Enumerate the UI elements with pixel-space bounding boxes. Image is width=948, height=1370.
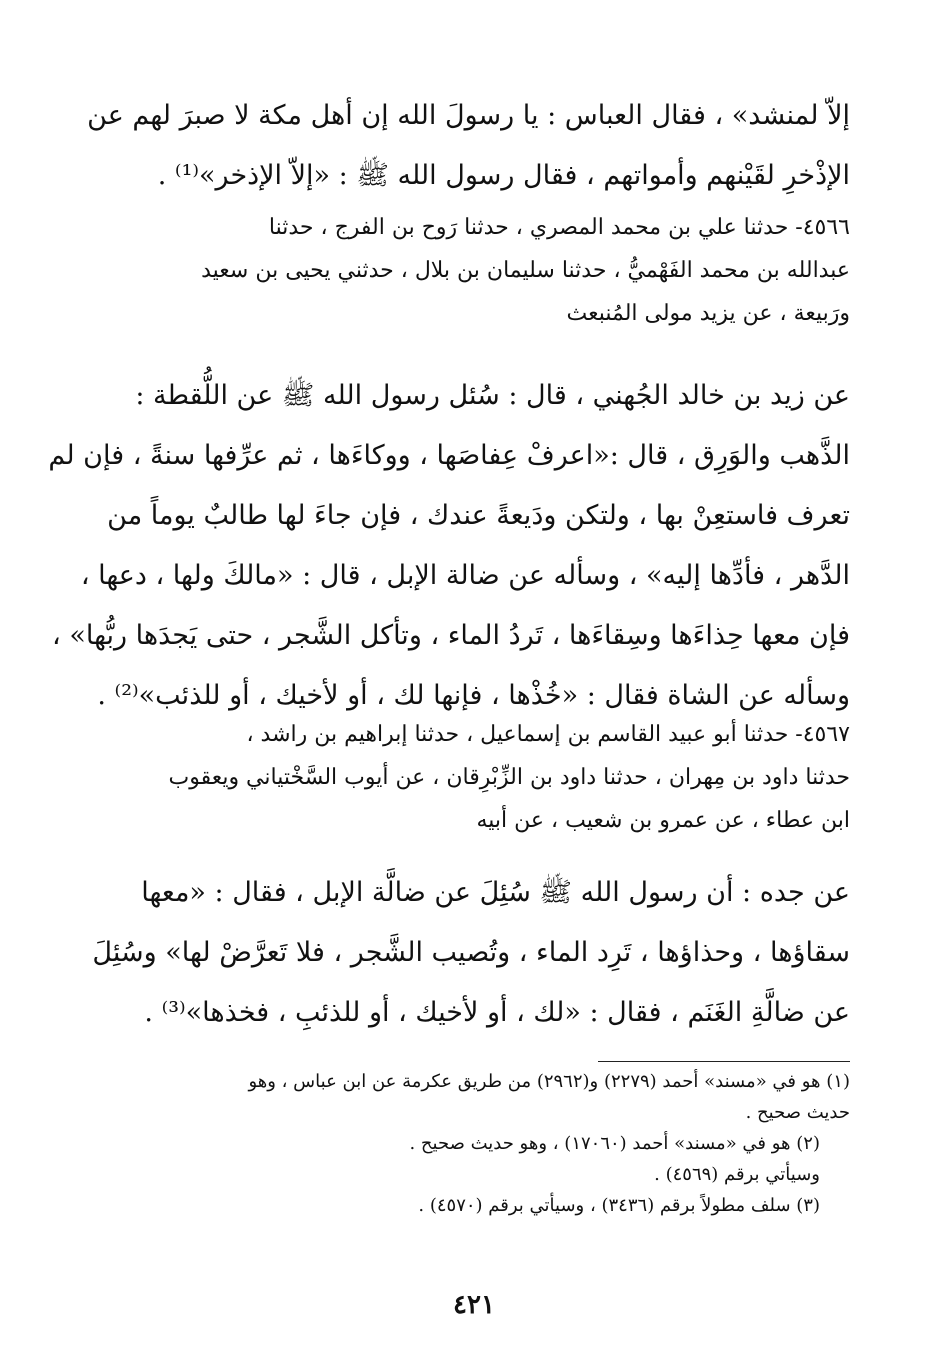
footnote-1: (١) هو في «مسند» أحمد (٢٢٧٩) و(٢٩٦٢) من طريق عكرمة عن ابن عباس ، وهو [248,1071,850,1092]
text-line: تعرف فاستعِنْ بها ، ولتكن ودَيعةً عندك ، فإن جاءَ لها طالبٌ يوماً من [107,500,850,531]
page-number: ٤٢١ [453,1290,495,1320]
text-line: وسأله عن الشاة فقال : «خُذْها ، فإنها لك ، أو لأخيك ، أو للذئب»⁽²⁾ . [97,680,850,711]
text-line: إلاّ لمنشد» ، فقال العباس : يا رسولَ الله إن أهل مكة لا صبرَ لهم عن [87,100,850,131]
text-line: فإن معها حِذاءَها وسِقاءَها ، تَردُ الماء ، وتأكل الشَّجر ، حتى يَجدَها ربُّها» ، [52,620,850,651]
text-line: الإذْخرِ لقَيْنهم وأمواتهم ، فقال رسول الله ﷺ : «إلاّ الإذخر»⁽¹⁾ . [157,160,850,191]
footnote-3: (٣) سلف مطولاً برقم (٣٤٣٦) ، وسيأتي برقم (٤٥٧٠) . [418,1195,820,1216]
isnad-line: ٤٥٦٦- حدثنا علي بن محمد المصري ، حدثنا رَوح بن الفرج ، حدثنا [268,215,850,240]
text-line: عن زيد بن خالد الجُهني ، قال : سُئل رسول الله ﷺ عن اللُّقطة : [135,380,850,411]
isnad-line: ورَبيعة ، عن يزيد مولى المُنبعث [566,301,850,326]
text-line: الذَّهب والوَرِق ، قال :«اعرفْ عِفاصَها ، ووكاءَها ، ثم عرِّفها سنةً ، فإن لم [48,440,850,471]
text-line: الدَّهر ، فأدِّها إليه» ، وسأله عن ضالة الإبل ، قال : «مالكَ ولها ، دعها ، [80,560,850,591]
footnote-separator [598,1061,850,1062]
isnad-line: ابن عطاء ، عن عمرو بن شعيب ، عن أبيه [476,808,850,833]
hadith-text-4566 [48,366,850,726]
text-line: سقاؤها ، وحذاؤها ، تَرِد الماء ، وتُصيب الشَّجر ، فلا تَعرَّضْ لها» وسُئِلَ [92,937,850,968]
hadith-text-4567 [92,863,850,1043]
text-line: عن جده : أن رسول الله ﷺ سُئِلَ عن ضالَّة الإبل ، فقال : «معها [141,877,850,908]
footnotes [140,1066,850,1221]
text-line: عن ضالَّةِ الغَنَم ، فقال : «لك ، أو لأخيك ، أو للذئبِ ، فخذها»⁽³⁾ . [144,997,850,1028]
isnad-line: حدثنا داود بن مِهران ، حدثنا داود بن الزِّبْرِقان ، عن أيوب السَّخْتياني ويعقوب [168,765,850,790]
footnote-2-continued: وسيأتي برقم (٤٥٦٩) . [654,1164,820,1185]
isnad-line: عبدالله بن محمد الفَهْميُّ ، حدثنا سليمان بن بلال ، حدثني يحيى بن سعيد [201,258,850,283]
footnote-1-continued: حديث صحيح . [745,1102,850,1123]
isnad-4567 [140,713,850,842]
isnad-4566 [140,206,850,335]
footnote-2: (٢) هو في «مسند» أحمد (١٧٠٦٠) ، وهو حديث صحيح . [409,1133,820,1154]
hadith-text-continued [87,86,850,206]
isnad-line: ٤٥٦٧- حدثنا أبو عبيد القاسم بن إسماعيل ، حدثنا إبراهيم بن راشد ، [246,722,850,747]
